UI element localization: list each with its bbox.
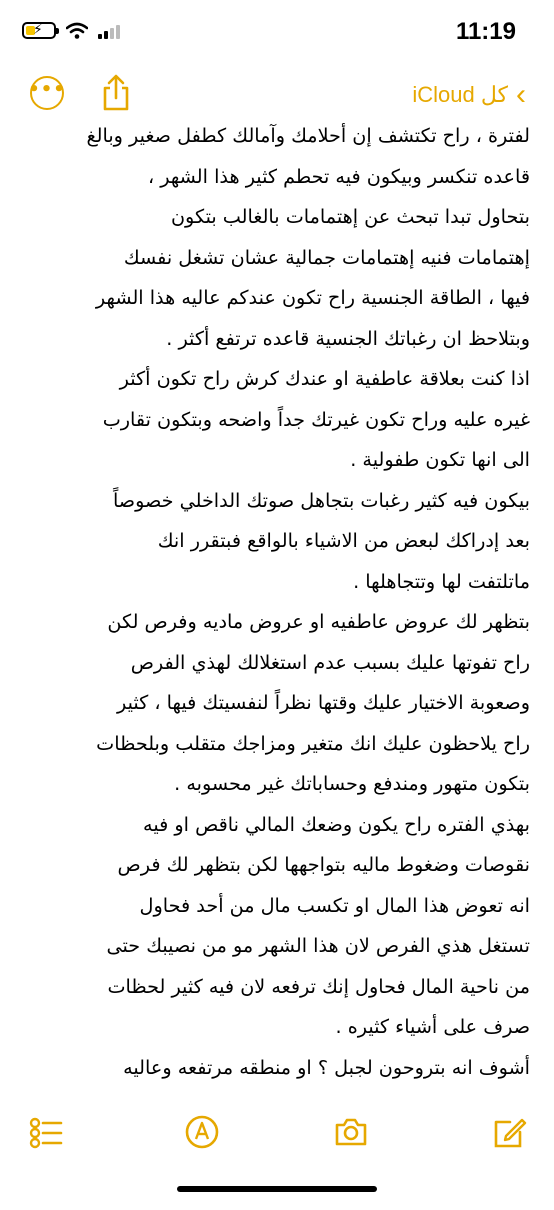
bottom-toolbar — [0, 1100, 554, 1160]
note-line: بهذي الفتره راح يكون وضعك المالي ناقص او فيه — [143, 812, 530, 836]
back-label: كل iCloud — [412, 82, 508, 107]
compose-icon[interactable] — [492, 1114, 528, 1150]
note-line: بيكون فيه كثير رغبات بتجاهل صوتك الداخلي خصوصاً — [112, 488, 530, 512]
note-line: من ناحية المال فحاول إنك ترفعه لان فيه كثير لحظات — [107, 974, 530, 998]
markup-pen-icon[interactable] — [184, 1114, 220, 1150]
note-line: ماتلتفت لها وتتجاهلها . — [353, 569, 530, 593]
note-line: صرف على أشياء كثيره . — [335, 1015, 530, 1038]
note-body[interactable] — [22, 116, 530, 1210]
note-line: أشوف انه بتروحون لجبل ؟ او منطقه مرتفعه وعاليه — [123, 1055, 530, 1079]
charging-bolt-icon: ⚡ — [33, 22, 43, 38]
note-line: فيها ، الطاقة الجنسية راح تكون عندكم عاليه هذا الشهر — [95, 286, 530, 309]
note-line: قاعده تنكسر وبيكون فيه تحطم كثير هذا الشهر ، — [147, 164, 530, 188]
note-line: راح يلاحظون عليك انك متغير ومزاجك متقلب وبلحظات — [96, 731, 530, 755]
note-line: وصعوبة الاختيار عليك وقتها نظراً لنفسيتك فيها ، كثير — [116, 691, 530, 714]
note-toolbar — [0, 66, 554, 118]
home-indicator — [177, 1186, 377, 1192]
note-line: انه تعوض هذا المال او تكسب مال من أحد فحاول — [139, 893, 530, 917]
note-line: إهتمامات فنيه إهتمامات جمالية عشان تشغل نفسك — [123, 245, 530, 269]
note-line: تستغل هذي الفرص لان هذا الشهر مو من نصيبك حتى — [106, 934, 530, 957]
note-line: اذا كنت بعلاقة عاطفية او عندك كرش راح تكون أكثر — [119, 367, 530, 390]
note-line: غيره عليه وراح تكون غيرتك جداً واضحه وبتكون تقارب — [102, 407, 530, 431]
note-line: بتظهر لك عروض عاطفيه او عروض ماديه وفرص لكن — [107, 610, 530, 633]
camera-icon[interactable] — [333, 1114, 369, 1150]
note-line: الى انها تكون طفولية . — [350, 448, 530, 471]
note-line: بتكون متهور ومندفع وحساباتك غير محسوبه . — [174, 772, 530, 795]
ellipsis-circle-icon[interactable]: ••• — [30, 76, 64, 110]
checklist-icon[interactable] — [28, 1114, 64, 1150]
note-line: لفترة ، راح تكتشف إن أحلامك وآمالك كطفل صغير وبالغ — [86, 124, 530, 147]
note-line: بعد إدراكك لبعض من الاشياء بالواقع فبتقرر انك — [157, 529, 530, 552]
note-line: وبتلاحظ ان رغباتك الجنسية قاعده ترتفع أكثر . — [166, 326, 530, 350]
note-line: بتحاول تبدا تبحث عن إهتمامات بالغالب بتكون — [170, 205, 530, 228]
share-icon[interactable] — [100, 74, 132, 112]
back-button[interactable] — [412, 80, 526, 110]
status-time: 11:19 — [455, 18, 516, 45]
note-line: راح تفوتها عليك بسبب عدم استغلالك لهذي الفرص — [130, 650, 530, 674]
note-line: نقوصات وضغوط ماليه بتواجهها لكن بتظهر لك فرص — [117, 853, 530, 876]
chevron-back-icon: › — [516, 78, 526, 111]
